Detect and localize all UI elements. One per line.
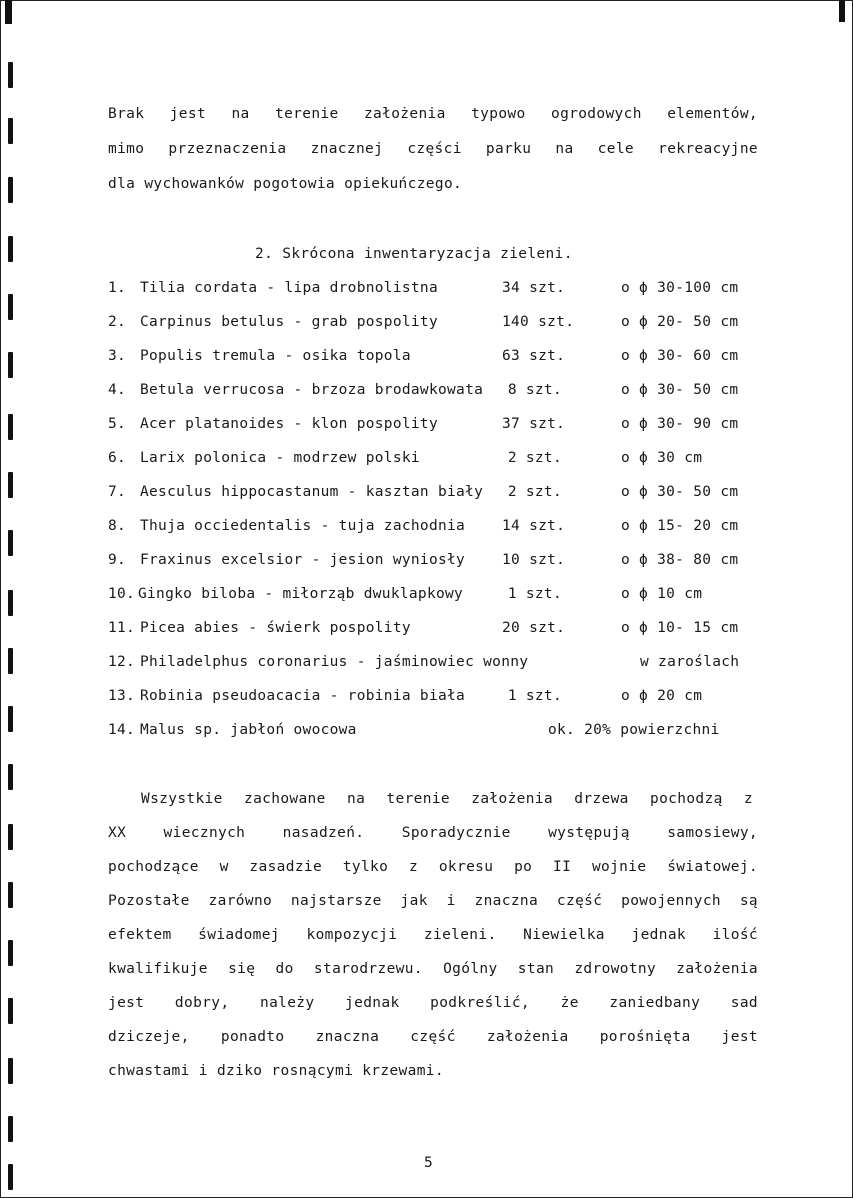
- inventory-row: [108, 450, 768, 470]
- binding-hole: [8, 1058, 13, 1084]
- intro-line: Brak jest na terenie założenia typowo ogrodowych elementów,: [108, 106, 758, 122]
- inventory-number: 1.: [108, 280, 127, 296]
- binding-hole: [8, 940, 13, 966]
- inventory-name: Robinia pseudoacacia - robinia biała: [140, 688, 466, 704]
- inventory-row: [108, 654, 768, 674]
- inventory-row: [108, 416, 768, 436]
- binding-holes: [0, 0, 20, 1198]
- inventory-diameter: o ϕ 30-100 cm: [621, 280, 739, 296]
- inventory-row: [108, 314, 768, 334]
- inventory-quantity: 8 szt.: [507, 382, 562, 398]
- inventory-name: Carpinus betulus - grab pospolity: [140, 314, 438, 330]
- conclusion-line: XX wiecznych nasadzeń. Sporadycznie występują samosiewy,: [108, 825, 758, 841]
- inventory-quantity: 37 szt.: [502, 416, 566, 432]
- inventory-quantity: 2 szt.: [507, 450, 562, 466]
- inventory-name: Gingko biloba - miłorząb dwuklapkowy: [138, 586, 464, 602]
- conclusion-line: efektem świadomej kompozycji zieleni. Niewielka jednak ilość: [108, 927, 758, 943]
- page-number: 5: [424, 1155, 433, 1171]
- inventory-quantity: 2 szt.: [507, 484, 562, 500]
- inventory-number: 14.: [108, 722, 136, 738]
- conclusion-line: kwalifikuje się do starodrzewu. Ogólny stan zdrowotny założenia: [108, 961, 758, 977]
- binding-hole: [8, 998, 13, 1024]
- inventory-number: 2.: [108, 314, 127, 330]
- inventory-name: Malus sp. jabłoń owocowa: [140, 722, 357, 738]
- inventory-number: 10.: [108, 586, 136, 602]
- binding-hole: [8, 824, 13, 850]
- conclusion-line: dziczeje, ponadto znaczna część założenia porośnięta jest: [108, 1029, 758, 1045]
- inventory-diameter: o ϕ 10- 15 cm: [621, 620, 739, 636]
- inventory-name: Thuja occiedentalis - tuja zachodnia: [140, 518, 466, 534]
- binding-hole: [8, 177, 13, 203]
- inventory-row: [108, 348, 768, 368]
- binding-hole: [8, 1164, 13, 1190]
- inventory-number: 6.: [108, 450, 127, 466]
- inventory-diameter: o ϕ 20- 50 cm: [621, 314, 739, 330]
- inventory-row: [108, 484, 768, 504]
- binding-hole: [8, 294, 13, 320]
- inventory-number: 11.: [108, 620, 136, 636]
- binding-hole: [8, 706, 13, 732]
- inventory-quantity: 63 szt.: [502, 348, 566, 364]
- inventory-quantity: 34 szt.: [502, 280, 566, 296]
- inventory-diameter: o ϕ 30- 50 cm: [621, 382, 739, 398]
- inventory-diameter: o ϕ 30- 50 cm: [621, 484, 739, 500]
- inventory-row: [108, 586, 768, 606]
- inventory-number: 12.: [108, 654, 136, 670]
- binding-hole: [8, 648, 13, 674]
- inventory-name: Fraxinus excelsior - jesion wyniosły: [140, 552, 466, 568]
- inventory-diameter: o ϕ 30 cm: [621, 450, 703, 466]
- conclusion-line: chwastami i dziko rosnącymi krzewami.: [108, 1063, 444, 1079]
- binding-hole: [8, 882, 13, 908]
- inventory-name: Picea abies - świerk pospolity: [140, 620, 411, 636]
- inventory-name: Tilia cordata - lipa drobnolistna: [140, 280, 438, 296]
- inventory-number: 13.: [108, 688, 136, 704]
- binding-mark: [839, 0, 845, 22]
- binding-hole: [8, 764, 13, 790]
- intro-line: mimo przeznaczenia znacznej części parku na cele rekreacyjne: [108, 141, 758, 157]
- inventory-row: [108, 280, 768, 300]
- binding-hole: [8, 530, 13, 556]
- inventory-number: 5.: [108, 416, 127, 432]
- inventory-row: [108, 518, 768, 538]
- inventory-quantity: 1 szt.: [507, 688, 562, 704]
- inventory-row: [108, 552, 768, 572]
- binding-hole: [8, 472, 13, 498]
- inventory-number: 8.: [108, 518, 127, 534]
- inventory-number: 7.: [108, 484, 127, 500]
- inventory-row: [108, 620, 768, 640]
- inventory-number: 3.: [108, 348, 127, 364]
- inventory-quantity: 14 szt.: [502, 518, 566, 534]
- conclusion-line: Pozostałe zarówno najstarsze jak i znaczna część powojennych są: [108, 893, 758, 909]
- inventory-diameter: o ϕ 30- 60 cm: [621, 348, 739, 364]
- conclusion-line: jest dobry, należy jednak podkreślić, że zaniedbany sad: [108, 995, 758, 1011]
- inventory-quantity: 1 szt.: [507, 586, 562, 602]
- inventory-quantity: 20 szt.: [502, 620, 566, 636]
- conclusion-line: pochodzące w zasadzie tylko z okresu po II wojnie światowej.: [108, 859, 758, 875]
- inventory-diameter: ok. 20% powierzchni: [548, 722, 720, 738]
- inventory-name: Philadelphus coronarius - jaśminowiec wonny: [140, 654, 529, 670]
- binding-hole: [8, 1116, 13, 1142]
- binding-hole: [8, 62, 13, 88]
- inventory-diameter: o ϕ 20 cm: [621, 688, 703, 704]
- inventory-row: [108, 722, 768, 742]
- binding-hole: [8, 352, 13, 378]
- binding-hole: [8, 236, 13, 262]
- inventory-diameter: w zaroślach: [640, 654, 740, 670]
- intro-line: dla wychowanków pogotowia opiekuńczego.: [108, 176, 463, 192]
- binding-hole: [8, 414, 13, 440]
- inventory-diameter: o ϕ 30- 90 cm: [621, 416, 739, 432]
- inventory-row: [108, 688, 768, 708]
- section-title: 2. Skrócona inwentaryzacja zieleni.: [255, 246, 573, 262]
- inventory-row: [108, 382, 768, 402]
- inventory-number: 9.: [108, 552, 127, 568]
- inventory-diameter: o ϕ 10 cm: [621, 586, 703, 602]
- conclusion-line: Wszystkie zachowane na terenie założenia drzewa pochodzą z: [141, 791, 753, 807]
- inventory-quantity: 140 szt.: [502, 314, 575, 330]
- inventory-quantity: 10 szt.: [502, 552, 566, 568]
- inventory-diameter: o ϕ 15- 20 cm: [621, 518, 739, 534]
- inventory-name: Populis tremula - osika topola: [140, 348, 411, 364]
- inventory-name: Betula verrucosa - brzoza brodawkowata: [140, 382, 484, 398]
- inventory-name: Aesculus hippocastanum - kasztan biały: [140, 484, 484, 500]
- inventory-diameter: o ϕ 38- 80 cm: [621, 552, 739, 568]
- binding-hole: [8, 118, 13, 144]
- binding-hole: [8, 590, 13, 616]
- inventory-name: Acer platanoides - klon pospolity: [140, 416, 438, 432]
- inventory-number: 4.: [108, 382, 127, 398]
- inventory-name: Larix polonica - modrzew polski: [140, 450, 420, 466]
